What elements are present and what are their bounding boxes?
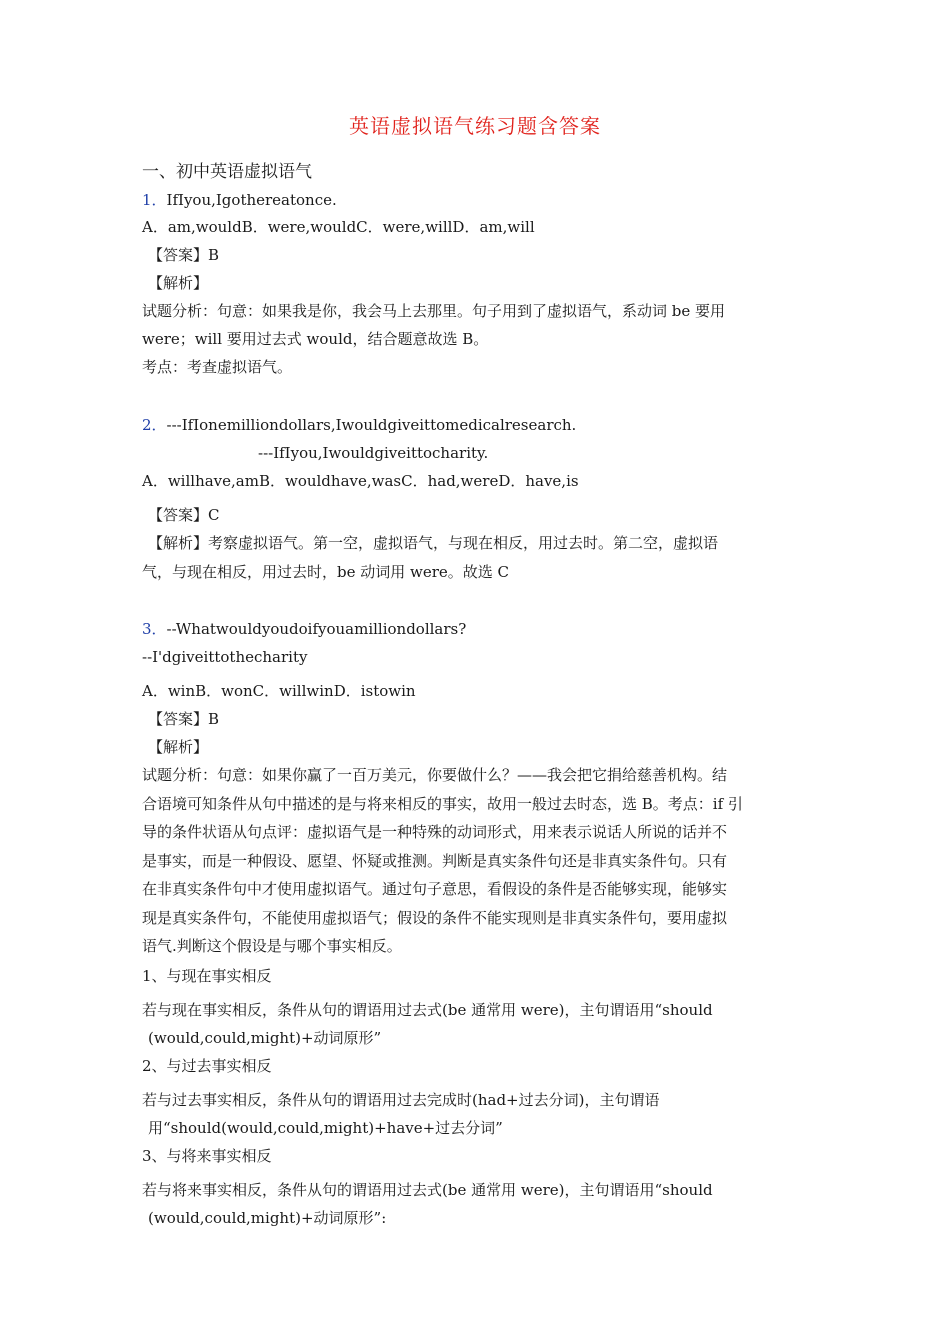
section-heading: 一、初中英语虚拟语气 [142,162,312,182]
rule-2-line: 若与过去事实相反，条件从句的谓语用过去完成时(had+过去分词)，主句谓语 [142,1091,660,1109]
page-title: 英语虚拟语气练习题含答案 [349,114,601,138]
question-1-answer: 【答案】B [148,246,220,264]
question-1-analysis-line: 试题分析：句意：如果我是你，我会马上去那里。句子用到了虚拟语气，系动词 be 要用 [142,302,726,320]
question-1-number: 1． [142,191,167,209]
question-1-text: IfIyou,Igothereatonce. [166,191,337,209]
question-2-analysis-line: 气，与现在相反，用过去时，be 动词用 were。故选 C [142,563,510,581]
question-2-stem [142,415,576,435]
question-3-stem [142,619,466,639]
question-3-text: --Whatwouldyoudoifyouamilliondollars? [166,620,467,638]
question-3-options: A．winB．wonC．willwinD．istowin [142,682,416,700]
rule-2-line: 用“should(would,could,might)+have+过去分词” [148,1119,503,1137]
question-1-options: A．am,wouldB．were,wouldC．were,willD．am,will [142,218,535,236]
question-3-stem-line2: --I'dgiveittothecharity [142,648,308,666]
question-2-stem-line2: ---IfIyou,Iwouldgiveittocharity. [258,444,489,462]
question-2-analysis-line: 【解析】考察虚拟语气。第一空，虚拟语气，与现在相反，用过去时。第二空，虚拟语 [148,534,719,552]
question-3-analysis-line: 合语境可知条件从句中描述的是与将来相反的事实，故用一般过去时态，选 B。考点：if 引 [142,795,743,813]
rule-3-line: 若与将来事实相反，条件从句的谓语用过去式(be 通常用 were)，主句谓语用“should [142,1181,713,1199]
question-3-analysis-line: 导的条件状语从句点评：虚拟语气是一种特殊的动词形式，用来表示说话人所说的话并不 [142,823,728,841]
question-3-analysis-label: 【解析】 [148,738,209,756]
question-3-analysis-line: 现是真实条件句，不能使用虚拟语气；假设的条件不能实现则是非真实条件句，要用虚拟 [142,909,728,927]
question-1-kaodian: 考点：考查虚拟语气。 [142,358,293,376]
rule-1-line: 若与现在事实相反，条件从句的谓语用过去式(be 通常用 were)，主句谓语用“should [142,1001,713,1019]
question-2-number: 2． [142,416,167,434]
question-1-stem [142,190,337,210]
rule-2-heading: 2、与过去事实相反 [142,1057,272,1075]
question-3-analysis-line: 是事实，而是一种假设、愿望、怀疑或推测。判断是真实条件句还是非真实条件句。只有 [142,852,728,870]
question-3-analysis-line: 语气.判断这个假设是与哪个事实相反。 [142,937,402,955]
rule-3-line: (would,could,might)+动词原形”: [148,1209,387,1227]
rule-1-heading: 1、与现在事实相反 [142,967,272,985]
question-3-number: 3． [142,620,167,638]
rule-3-heading: 3、与将来事实相反 [142,1147,272,1165]
rule-1-line: (would,could,might)+动词原形” [148,1029,382,1047]
question-1-analysis-line: were；will 要用过去式 would，结合题意故选 B。 [142,330,489,348]
question-3-analysis-line: 在非真实条件句中才使用虚拟语气。通过句子意思，看假设的条件是否能够实现，能够实 [142,880,728,898]
question-2-text: ---IfIonemilliondollars,Iwouldgiveittomedicalresearch. [166,416,577,434]
question-2-options: A．willhave,amB．wouldhave,wasC．had,wereD．have,is [142,472,579,490]
question-1-analysis-label: 【解析】 [148,274,209,292]
question-2-answer: 【答案】C [148,506,220,524]
question-3-analysis-line: 试题分析：句意：如果你赢了一百万美元，你要做什么？——我会把它捐给慈善机构。结 [142,766,728,784]
question-3-answer: 【答案】B [148,710,220,728]
